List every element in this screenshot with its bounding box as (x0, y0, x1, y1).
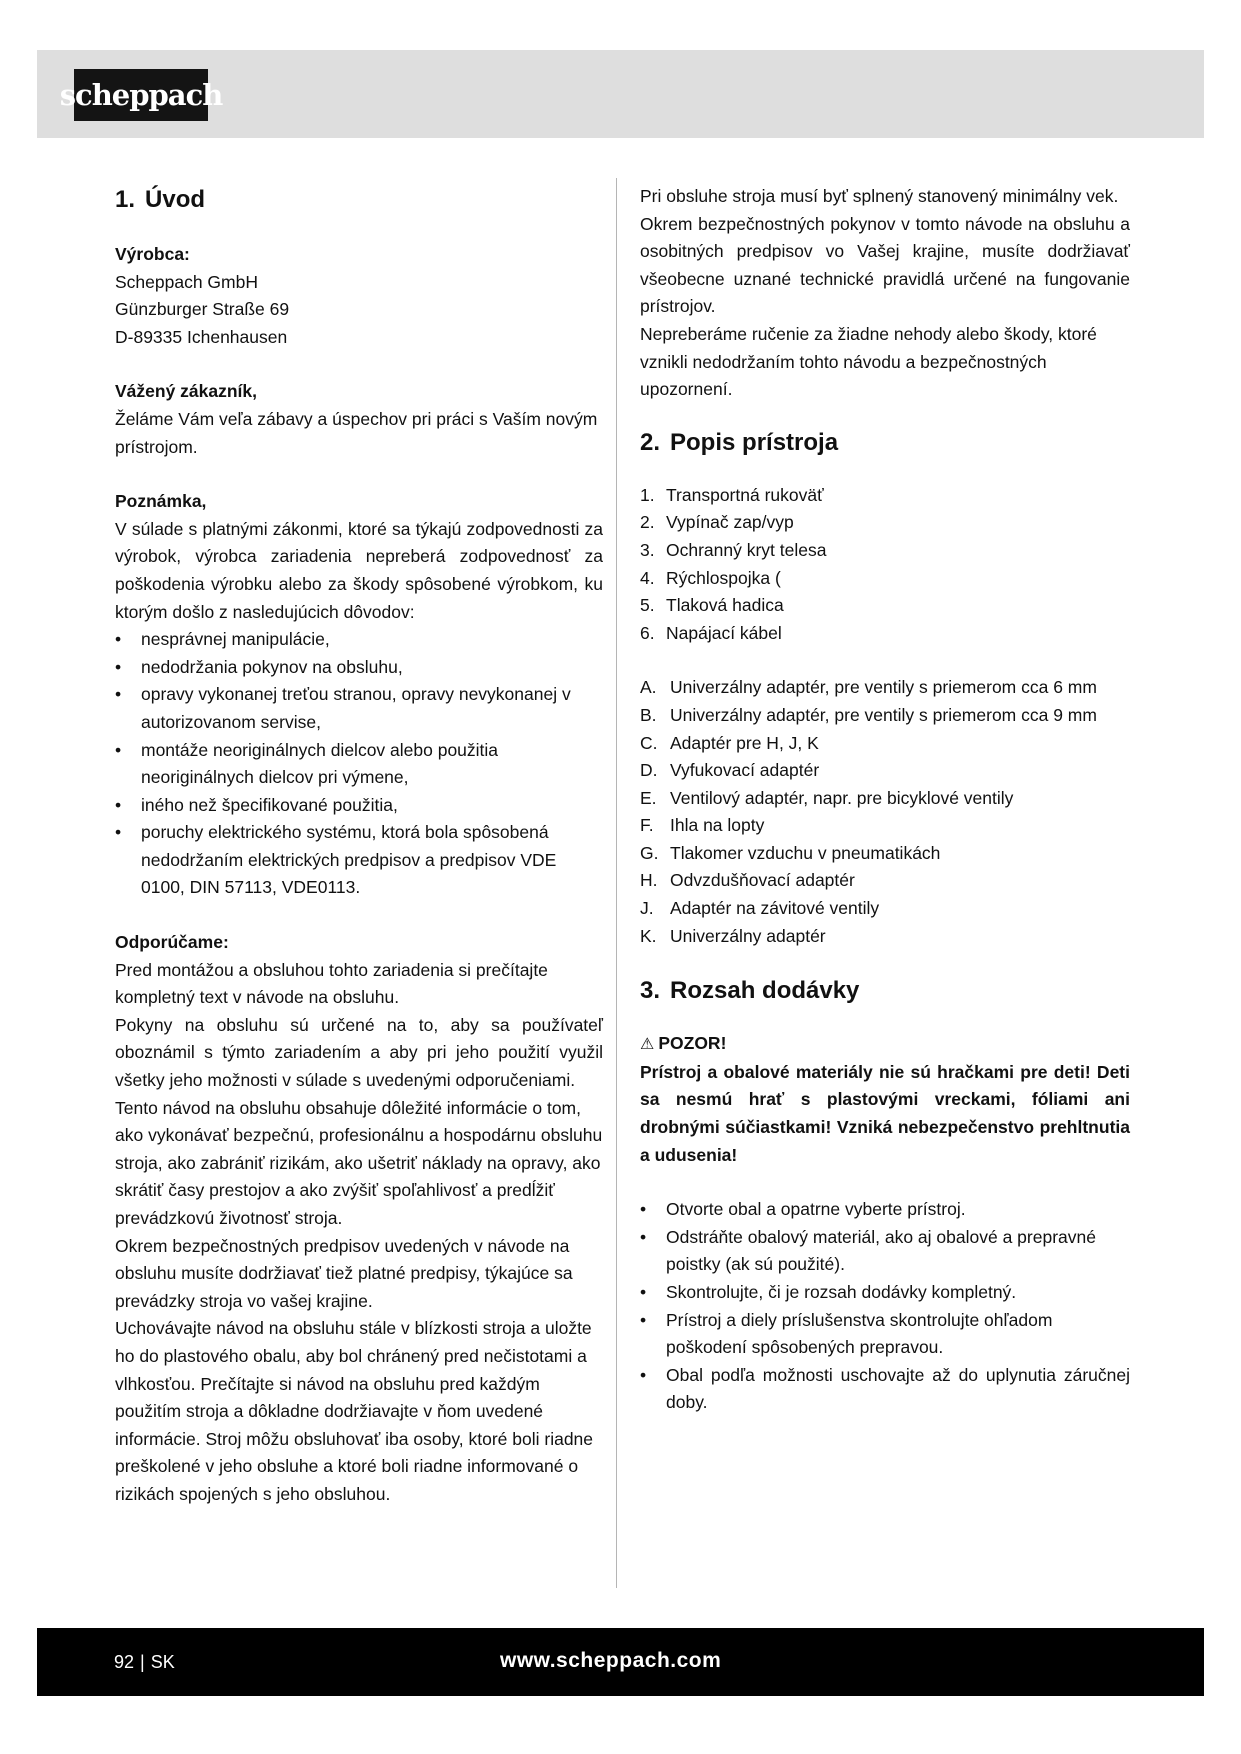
list-item: A. Univerzálny adaptér, pre ventily s priemerom cca 6 mm (640, 677, 1097, 698)
list-item: J. Adaptér na závitové ventily (640, 898, 880, 919)
list-item: H. Odvzdušňovací adaptér (640, 870, 855, 891)
recommend-paragraph: Tento návod na obsluhu obsahuje dôležité informácie o tom, ako vykonávať bezpečnú, profesionálnu a hospodárnu obsluhu stroja, ako zabrániť rizikám, ako ušetriť náklady na opravy, ako skrátiť časy prestojov a ako zvýšiť spoľahlivosť a predĺžiť prevádzkovú životnosť stroja. (115, 1097, 603, 1228)
list-item: G. Tlakomer vzduchu v pneumatikách (640, 842, 941, 863)
website-link[interactable]: www.scheppach.com (500, 1649, 722, 1672)
warning-heading (640, 1030, 1130, 1059)
list-item: • Otvorte obal a opatrne vyberte prístroj. (640, 1196, 1130, 1224)
manufacturer-label: Výrobca: (115, 244, 190, 264)
list-item: K. Univerzálny adaptér (640, 925, 826, 946)
unpacking-steps-list (640, 1196, 1130, 1417)
address-line: D-89335 Ichenhausen (115, 326, 288, 347)
accessories-list (640, 674, 1130, 950)
list-item: F. Ihla na lopty (640, 815, 765, 836)
customer-block (115, 378, 603, 461)
list-item: D. Vyfukovací adaptér (640, 760, 820, 781)
section-number: 1. (115, 186, 136, 213)
list-item: B. Univerzálny adaptér, pre ventily s priemerom cca 9 mm (640, 704, 1097, 725)
page-indicator (114, 1628, 175, 1696)
left-column (115, 183, 603, 1509)
section-number: 2. (640, 428, 661, 456)
recommend-block (115, 929, 603, 1508)
list-item: 2. Vypínač zap/vyp (640, 512, 794, 533)
note-block (115, 488, 603, 902)
list-item: • Obal podľa možnosti uschovajte až do uplynutia záručnej doby. (640, 1362, 1130, 1417)
list-item: • iného než špecifikované použitia, (115, 792, 603, 820)
list-item: • nesprávnej manipulácie, (115, 626, 603, 654)
scheppach-logo: scheppach (74, 69, 208, 121)
customer-label: Vážený zákazník, (115, 381, 258, 402)
liability-exclusions-list (115, 626, 603, 902)
customer-text: Želáme Vám veľa zábavy a úspechov pri práci s Vaším novým prístrojom. (115, 408, 598, 457)
page-number: 92 (114, 1652, 135, 1672)
warning-label: POZOR! (658, 1033, 727, 1054)
language-code: SK (150, 1652, 175, 1672)
page-separator: | (140, 1652, 145, 1672)
recommend-paragraph: Uchovávajte návod na obsluhu stále v blízkosti stroja a uložte ho do plastového obalu, aby bol chránený pred nečistotami a vlhkosťou. Prečítajte si návod na obsluhu pred každým použitím stroja a dôkladne dodržiavajte v ňom uvedené informácie. Stroj môžu obsluhovať iba osoby, ktoré boli riadne preškolené v jeho obsluhe a ktoré boli riadne informované o rizikách spojených s jeho obsluhou. (115, 1318, 594, 1504)
list-item: C. Adaptér pre H, J, K (640, 732, 819, 753)
list-item: • nedodržania pokynov na obsluhu, (115, 654, 603, 682)
warning-text: Prístroj a obalové materiály nie sú hračkami pre deti! Deti sa nesmú hrať s plastovými vreckami, fóliami ani drobnými súčiastkami! Vzniká nebezpečenstvo prehltnutia a udusenia! (640, 1061, 1130, 1165)
list-item: 1. Transportná rukoväť (640, 484, 824, 505)
section-number: 3. (640, 977, 661, 1005)
address-line: Scheppach GmbH (115, 271, 258, 292)
intro-paragraph: Nepreberáme ručenie za žiadne nehody alebo škody, ktoré vznikli nedodržaním tohto návodu a bezpečnostných upozornení. (640, 323, 1097, 400)
list-item: 6. Napájací kábel (640, 622, 782, 643)
recommend-paragraph: Pred montážou a obsluhou tohto zariadenia si prečítajte kompletný text v návode na obsluhu. (115, 959, 548, 1008)
list-item: • opravy vykonanej treťou stranou, opravy nevykonanej v autorizovanom servise, (115, 681, 603, 736)
manufacturer-block (115, 241, 603, 351)
recommend-paragraph: Pokyny na obsluhu sú určené na to, aby sa používateľ oboznámil s týmto zariadením a aby pri jeho použití využil všetky jeho možnosti v súlade s uvedenými odporučeniami. (115, 1014, 603, 1091)
section-title: Popis prístroja (670, 428, 839, 456)
intro-paragraph: Pri obsluhe stroja musí byť splnený stanovený minimálny vek. (640, 186, 1119, 206)
list-item: 5. Tlaková hadica (640, 595, 784, 616)
right-column (640, 183, 1130, 1417)
list-item: • Prístroj a diely príslušenstva skontrolujte ohľadom poškodení spôsobených prepravou. (640, 1307, 1130, 1362)
list-item: • Odstráňte obalový materiál, ako aj obalové a prepravné poistky (ak sú použité). (640, 1224, 1130, 1279)
section-1-heading (115, 183, 603, 217)
list-item: • Skontrolujte, či je rozsah dodávky kompletný. (640, 1279, 1130, 1307)
footer-bar (37, 1628, 1204, 1696)
list-item: • poruchy elektrického systému, ktorá bola spôsobená nedodržaním elektrických predpisov a predpisov VDE 0100, DIN 57113, VDE0113. (115, 819, 603, 902)
list-item: • montáže neoriginálnych dielcov alebo použitia neoriginálnych dielcov pri výmene, (115, 737, 603, 792)
section-title: Rozsah dodávky (670, 977, 860, 1005)
recommend-paragraph: Okrem bezpečnostných predpisov uvedených v návode na obsluhu musíte dodržiavať tiež platné predpisy, týkajúce sa prevádzky stroja vo vašej krajine. (115, 1235, 573, 1311)
list-item: 3. Ochranný kryt telesa (640, 539, 827, 560)
column-divider (616, 178, 617, 1588)
note-text: V súlade s platnými zákonmi, ktoré sa týkajú zodpovednosti za výrobok, výrobca zariadenia nepreberá zodpovednosť za poškodenia výrobku alebo za škody spôsobené výrobkom, ku ktorým došlo z nasledujúcich dôvodov: (115, 518, 603, 622)
header-band (37, 50, 1204, 138)
section-3-heading (640, 974, 1130, 1008)
section-2-heading (640, 426, 1130, 460)
parts-list (640, 482, 1130, 648)
section-title: Úvod (145, 186, 206, 213)
list-item: E. Ventilový adaptér, napr. pre bicyklové ventily (640, 787, 1014, 808)
intro-paragraph: Okrem bezpečnostných pokynov v tomto návode na obsluhu a osobitných predpisov vo Vašej krajine, musíte dodržiavať všeobecne uznané technické pravidlá určené na fungovanie prístrojov. (640, 213, 1130, 317)
note-label: Poznámka, (115, 491, 207, 512)
recommend-label: Odporúčame: (115, 932, 229, 953)
warning-triangle-icon: ⚠ (640, 1036, 655, 1054)
list-item: 4. Rýchlospojka ( (640, 567, 781, 588)
address-line: Günzburger Straße 69 (115, 299, 290, 320)
